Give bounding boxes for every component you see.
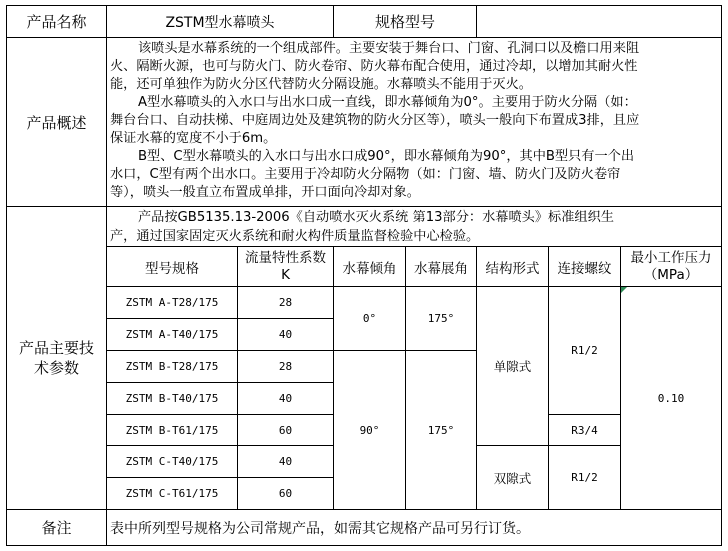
overview-label: 产品概述 bbox=[26, 113, 87, 132]
overview-line: 该喷头是水幕系统的一个组成部件。主要安装于舞台口、门窗、孔洞口以及檐口用来阻 bbox=[138, 41, 640, 56]
overview-line: B型、C型水幕喷头的入水口与出水口成90°，即水幕倾角为90°，其中B型只有一个出 bbox=[138, 149, 635, 164]
overview-line: A型水幕喷头的入水口与出水口成一直线，即水幕倾角为0°。主要用于防火分隔（如： bbox=[138, 95, 637, 110]
standard-text bbox=[110, 208, 720, 246]
standard-line: 产品按GB5135.13-2006《自动喷水灭火系统 第13部分：水幕喷头》标准组织生 bbox=[138, 210, 614, 225]
table-row-model: ZSTM B-T28/175 bbox=[125, 360, 219, 373]
overview-text bbox=[110, 40, 720, 202]
thread-cell-r12-lower: R1/2 bbox=[571, 471, 598, 484]
spread-cell-type-bc: 175° bbox=[427, 423, 455, 437]
spec-model-label: 规格型号 bbox=[374, 13, 435, 31]
table-row-k: 60 bbox=[278, 487, 293, 500]
table-row-k: 40 bbox=[278, 392, 293, 405]
spec-model-value bbox=[477, 6, 721, 37]
col-header-structure: 结构形式 bbox=[485, 260, 540, 277]
tech-params-label-line: 术参数 bbox=[33, 359, 79, 377]
overview-line: 等），喷头一般直立布置成单排，开口面向冷却对象。 bbox=[110, 185, 420, 200]
spread-cell-type-a: 175° bbox=[427, 312, 455, 325]
overview-line: 水口，C型有两个出水口。主要用于冷却防火分隔物（如：门窗、墙、防火门及防火卷帘 bbox=[110, 167, 621, 182]
overview-line: 火、隔断火源，也可与防火门、防火卷帘、防火幕布配合使用，通过冷却，以增加其耐火性 bbox=[110, 59, 638, 74]
table-row-k: 28 bbox=[278, 296, 293, 309]
angle-cell-type-bc: 90° bbox=[359, 423, 380, 437]
structure-cell-single: 单隙式 bbox=[493, 359, 532, 374]
col-header-thread: 连接螺纹 bbox=[557, 260, 612, 277]
product-name-label: 产品名称 bbox=[26, 13, 87, 31]
table-row-model: ZSTM B-T40/175 bbox=[125, 392, 219, 405]
pressure-cell: 0.10 bbox=[657, 391, 685, 405]
table-row-model: ZSTM A-T28/175 bbox=[125, 296, 219, 309]
thread-cell-r34: R3/4 bbox=[571, 423, 598, 437]
table-row-k: 60 bbox=[278, 423, 293, 437]
col-header-model: 型号规格 bbox=[145, 260, 199, 277]
col-header-spread: 水幕展角 bbox=[414, 260, 468, 277]
thread-cell-r12-upper: R1/2 bbox=[571, 344, 598, 357]
angle-cell-type-a: 0° bbox=[362, 312, 377, 325]
col-header-pressure-line: 最小工作压力 bbox=[630, 249, 712, 266]
remark-label: 备注 bbox=[41, 519, 72, 537]
overview-line: 能，还可单独作为防火分区代替防火分隔设施。水幕喷头不能用于灭火。 bbox=[110, 77, 532, 92]
col-header-pressure-line: （MPa） bbox=[643, 266, 699, 283]
tech-params-label bbox=[7, 207, 106, 509]
table-row-model: ZSTM C-T61/175 bbox=[125, 487, 219, 500]
col-header-flow-line: 流量特性系数 bbox=[245, 249, 326, 266]
col-header-angle: 水幕倾角 bbox=[342, 260, 397, 277]
standard-line: 产，通过国家固定灭火系统和耐火构件质量监督检验中心检验。 bbox=[110, 229, 480, 244]
col-header-flow-k bbox=[238, 247, 333, 286]
col-header-flow-line: K bbox=[281, 266, 290, 283]
tech-params-label-line: 产品主要技 bbox=[18, 339, 94, 357]
product-name-value: ZSTM型水幕喷头 bbox=[165, 14, 275, 31]
table-row-k: 28 bbox=[278, 360, 293, 373]
overview-line: 舞台台口、自动扶梯、中庭周边处及建筑物的防火分区等），喷头一般向下布置成3排，且应 bbox=[110, 113, 640, 128]
table-row-k: 40 bbox=[278, 328, 293, 341]
structure-cell-double: 双隙式 bbox=[493, 470, 532, 486]
remark-text: 表中所列型号规格为公司常规产品，如需其它规格产品可另行订货。 bbox=[110, 520, 530, 537]
table-row-k: 40 bbox=[278, 455, 293, 468]
table-row-model: ZSTM A-T40/175 bbox=[125, 328, 219, 341]
table-row-model: ZSTM B-T61/175 bbox=[125, 423, 219, 437]
col-header-pressure bbox=[621, 247, 721, 286]
table-row-model: ZSTM C-T40/175 bbox=[125, 455, 219, 468]
overview-line: 保证水幕的宽度不小于6m。 bbox=[110, 131, 277, 146]
